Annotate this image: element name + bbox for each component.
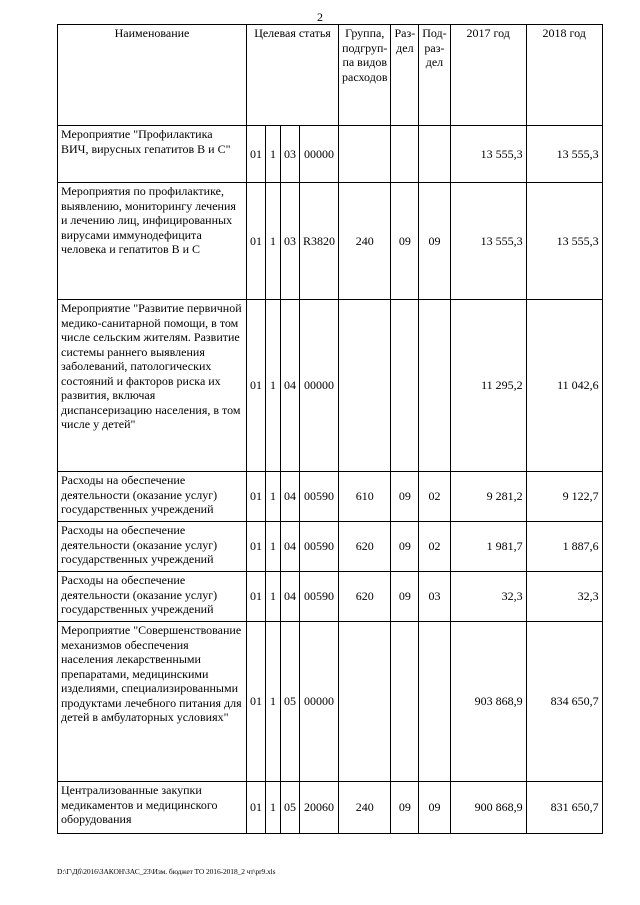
row-code-subprogram: 1 [266,472,281,522]
row-section: 09 [391,522,419,572]
row-code-program: 01 [247,622,266,782]
row-subsection: 09 [419,183,450,300]
row-expense-group: 620 [339,572,391,622]
row-code-event: 04 [281,522,300,572]
row-amount-2017: 32,3 [450,572,526,622]
row-code-program: 01 [247,522,266,572]
row-amount-2018: 32,3 [526,572,602,622]
row-code-event: 03 [281,183,300,300]
row-name: Мероприятие "Развитие первичной медико-санитарной помощи, в том числе сельским жителям. Развитие системы раннего выявления заболеваний, патологических состояний и факторов риска их развития, включая диспансеризацию населения, в том числе у детей" [58,300,247,472]
row-subsection: 02 [419,472,450,522]
row-amount-2018: 831 650,7 [526,782,602,834]
row-name: Централизованные закупки медикаментов и медицинского оборудования [58,782,247,834]
table-row [58,126,603,183]
row-name: Мероприятие "Совершенствование механизмов обеспечения населения лекарственными препаратами, медицинскими изделиями, специализированными продуктами лечебного питания для детей в амбулаторных условиях" [58,622,247,782]
row-amount-2018: 13 555,3 [526,126,602,183]
row-code-subprogram: 1 [266,522,281,572]
row-amount-2017: 11 295,2 [450,300,526,472]
row-expense-group [339,300,391,472]
row-code-subprogram: 1 [266,300,281,472]
row-code-direction: 00590 [300,522,339,572]
header-row [58,25,603,126]
row-code-program: 01 [247,572,266,622]
row-name: Расходы на обеспечение деятельности (оказание услуг) государственных учреждений [58,572,247,622]
row-code-program: 01 [247,300,266,472]
row-name: Мероприятия по профилактике, выявлению, мониторингу лечения и лечению лиц, инфицированных вирусами иммунодефицита человека и гепатитов В и С [58,183,247,300]
row-expense-group: 610 [339,472,391,522]
row-amount-2017: 13 555,3 [450,126,526,183]
row-amount-2017: 9 281,2 [450,472,526,522]
row-name: Мероприятие "Профилактика ВИЧ, вирусных гепатитов В и С" [58,126,247,183]
row-amount-2018: 11 042,6 [526,300,602,472]
row-code-event: 04 [281,472,300,522]
row-expense-group [339,126,391,183]
row-amount-2017: 903 868,9 [450,622,526,782]
row-code-event: 05 [281,782,300,834]
header-2017: 2017 год [450,25,526,126]
row-subsection [419,300,450,472]
header-2018: 2018 год [526,25,602,126]
table-row [58,183,603,300]
header-name: Наименование [58,25,247,126]
row-code-event: 05 [281,622,300,782]
row-subsection [419,126,450,183]
row-name: Расходы на обеспечение деятельности (оказание услуг) государственных учреждений [58,472,247,522]
row-subsection: 09 [419,782,450,834]
row-code-subprogram: 1 [266,782,281,834]
row-section [391,300,419,472]
row-amount-2018: 13 555,3 [526,183,602,300]
row-expense-group: 240 [339,183,391,300]
row-section: 09 [391,572,419,622]
table-row [58,472,603,522]
row-code-direction: 00000 [300,126,339,183]
row-code-direction: R3820 [300,183,339,300]
footer-file-path: D:\Г\Дб\2016\ЗАКОН\ЗАС_23\Изм. бюджет ТО 2016-2018_2 чт\pr9.xls [57,867,276,876]
row-amount-2017: 900 868,9 [450,782,526,834]
row-code-subprogram: 1 [266,183,281,300]
row-section [391,622,419,782]
row-expense-group: 240 [339,782,391,834]
row-code-subprogram: 1 [266,126,281,183]
row-code-direction: 00000 [300,622,339,782]
header-section: Раз-дел [391,25,419,126]
row-section: 09 [391,472,419,522]
row-amount-2017: 1 981,7 [450,522,526,572]
header-expense-group: Группа, подгруп-па видов расходов [339,25,391,126]
row-amount-2017: 13 555,3 [450,183,526,300]
row-section: 09 [391,782,419,834]
row-amount-2018: 1 887,6 [526,522,602,572]
row-expense-group: 620 [339,522,391,572]
row-subsection: 03 [419,572,450,622]
row-section [391,126,419,183]
row-code-event: 04 [281,300,300,472]
row-code-event: 03 [281,126,300,183]
row-code-event: 04 [281,572,300,622]
row-code-program: 01 [247,782,266,834]
row-name: Расходы на обеспечение деятельности (оказание услуг) государственных учреждений [58,522,247,572]
table-row [58,782,603,834]
row-amount-2018: 9 122,7 [526,472,602,522]
row-expense-group [339,622,391,782]
row-subsection [419,622,450,782]
page-number: 2 [317,10,323,24]
row-code-program: 01 [247,183,266,300]
table-row [58,572,603,622]
row-code-direction: 00000 [300,300,339,472]
row-code-direction: 00590 [300,472,339,522]
row-subsection: 02 [419,522,450,572]
table-row [58,622,603,782]
row-section: 09 [391,183,419,300]
header-target-article: Целевая статья [247,25,339,126]
row-amount-2018: 834 650,7 [526,622,602,782]
row-code-subprogram: 1 [266,572,281,622]
table-row [58,522,603,572]
row-code-program: 01 [247,472,266,522]
budget-table [57,24,603,834]
row-code-direction: 20060 [300,782,339,834]
header-subsection: Под-раз-дел [419,25,450,126]
row-code-program: 01 [247,126,266,183]
row-code-subprogram: 1 [266,622,281,782]
row-code-direction: 00590 [300,572,339,622]
table-row [58,300,603,472]
